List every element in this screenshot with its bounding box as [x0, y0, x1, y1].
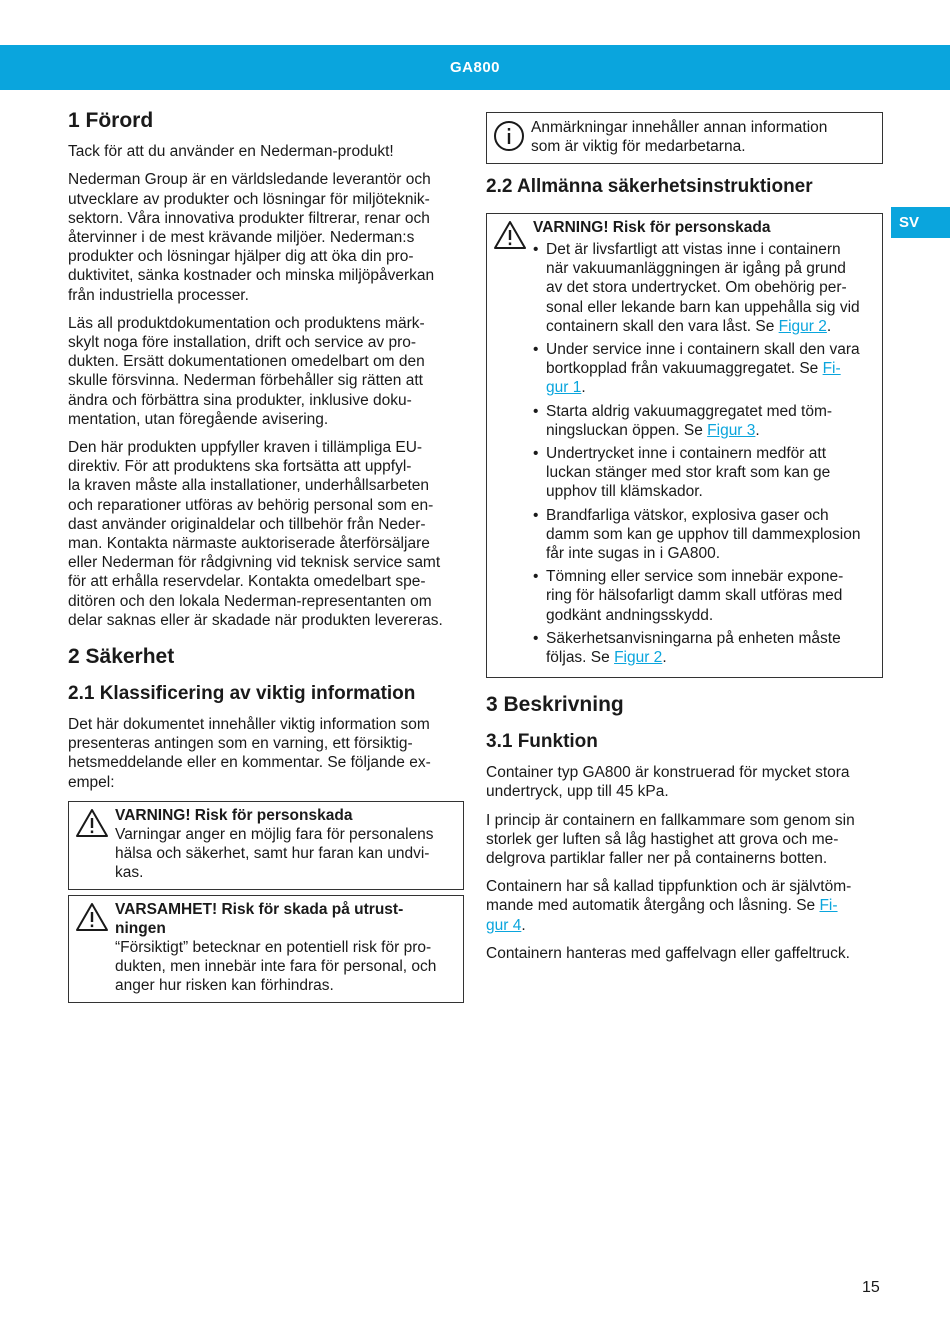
safety-bullet-list: [533, 240, 874, 667]
warning-title: VARNING! Risk för personskada: [115, 806, 353, 824]
heading-klassificering: 2.1 Klassificering av viktig information: [68, 683, 416, 705]
paragraph-thanks: Tack för att du använder en Nederman-produkt!: [68, 143, 394, 161]
warning-triangle-icon: [493, 220, 527, 250]
document-title: GA800: [449, 59, 501, 76]
link-figur-4-cont[interactable]: gur 4: [486, 916, 522, 934]
heading-allmanna: 2.2 Allmänna säkerhetsinstruktioner: [486, 176, 813, 197]
link-figur-1[interactable]: Fi-: [822, 360, 841, 378]
warning-text: Varningar anger en möjlig fara för personalens hälsa och säkerhet, samt hur faran kan undvi- kas.: [115, 826, 434, 882]
paragraph-documentation: Läs all produktdokumentation och produktens märk- skylt noga före installation, drift och service av pro- dukten. Ersätt dokumentationen omedelbart om den skulle försvinna. Nederman förbehåller sig rätten att ändra och förbättra sina produkter, inklusive doku- mentation, utan föregående avisering.: [68, 314, 425, 428]
paragraph-principle: I princip är containern en fallkammare som genom sin storlek ger luften så låg hastighet att grova och me- delgrova partiklar faller ner på containerns botten.: [486, 811, 855, 868]
left-column: [68, 108, 464, 1008]
page-number: 15: [862, 1279, 880, 1296]
link-figur-2[interactable]: Figur 2: [778, 317, 827, 335]
note-box: [486, 112, 883, 164]
paragraph-about-nederman: Nederman Group är en världsledande leverantör och utvecklare av produkter och lösningar för miljöteknik- sektorn. Våra innovativa produkter filtrerar, renar och återvinner i de mest krävande miljöer. Nederman:s produkter och lösningar hjälper dig att öka din pro- duktivitet, sänka kostnader och minska miljöpåverkan från industriella processer.: [68, 171, 435, 304]
right-column: [486, 112, 883, 972]
link-figur-3[interactable]: Figur 3: [707, 421, 756, 439]
document-header: [0, 45, 950, 90]
list-item: • Det är livsfartligt att vistas inne i containern när vakuumanläggningen är igång på grund av det stora undertrycket. Om obehörig per- sonal eller lekande barn kan uppehålla sig vid containern skall den vara låst. Se Figur 2.: [533, 241, 860, 335]
list-item: • Brandfarliga vätskor, explosiva gaser och damm som kan ge upphov till dammexplosion får inte sugas in i GA800.: [533, 506, 861, 563]
warning-box: [68, 801, 464, 890]
link-figur-2[interactable]: Figur 2: [614, 649, 663, 667]
list-item: • Tömning eller service som innebär expone- ring för hälsofarligt damm skall utföras med godkänt andningsskydd.: [533, 568, 844, 624]
link-figur-1-cont[interactable]: gur 1: [546, 379, 582, 397]
caution-text: “Försiktigt” betecknar en potentiell risk för pro- dukten, men innebär inte fara för personal, och anger hur risken kan förhindras.: [115, 939, 437, 995]
caution-box: [68, 895, 464, 1003]
paragraph-container-type: Container typ GA800 är konstruerad för mycket stora undertryck, upp till 45 kPa.: [486, 764, 850, 801]
paragraph-eu-directives: Den här produkten uppfyller kraven i tillämpliga EU- direktiv. För att produktens ska fortsätta att uppfyl- la kraven måste alla installationer, underhållsarbeten och reparationer utföras av behörig personal som en- dast använder originaldelar och tillbehör från Neder- man. Kontakta närmaste auktoriserade återförsäljare eller Nederman för rådgivning vid teknisk service samt för att erhålla reservdelar. Kontakta omedelbart spe- ditören och den lokala Nederman-representanten om delar saknas eller är skadade när produkten levereras.: [68, 439, 443, 629]
caution-title: VARSAMHET! Risk för skada på utrust- ningen: [115, 900, 404, 937]
paragraph-tip-function: Containern har så kallad tippfunktion och är självtöm- mande med automatik återgång och låsning. Se Fi- gur 4.: [486, 878, 852, 934]
warning-triangle-icon: [75, 808, 109, 838]
heading-beskrivning: 3 Beskrivning: [486, 693, 624, 717]
heading-forord: 1 Förord: [68, 109, 154, 132]
general-warning-title: VARNING! Risk för personskada: [533, 218, 771, 236]
info-icon: [493, 120, 525, 152]
list-item: • Under service inne i containern skall den vara bortkopplad från vakuumaggregatet. Se Fi- gur 1.: [533, 341, 860, 397]
caution-triangle-icon: [75, 902, 109, 932]
language-tab[interactable]: SV: [891, 207, 950, 238]
paragraph-classification: Det här dokumentet innehåller viktig information som presenteras antingen som en varning, ett försiktig- hetsmeddelande eller en kommentar. Se följande ex- empel:: [68, 716, 431, 791]
list-item: • Säkerhetsanvisningarna på enheten måste följas. Se Figur 2.: [533, 629, 841, 667]
note-text: Anmärkningar innehåller annan information som är viktig för medarbetarna.: [531, 119, 828, 156]
heading-sakerhet: 2 Säkerhet: [68, 645, 175, 669]
link-figur-4[interactable]: Fi-: [819, 897, 838, 915]
list-item: • Starta aldrig vakuumaggregatet med töm- ningsluckan öppen. Se Figur 3.: [533, 402, 833, 439]
list-item: • Undertrycket inne i containern medför att luckan stänger med stor kraft som kan ge upphov till klämskador.: [533, 445, 831, 501]
heading-funktion: 3.1 Funktion: [486, 731, 598, 753]
paragraph-handling: Containern hanteras med gaffelvagn eller gaffeltruck.: [486, 944, 850, 962]
general-warning-box: [486, 213, 883, 678]
